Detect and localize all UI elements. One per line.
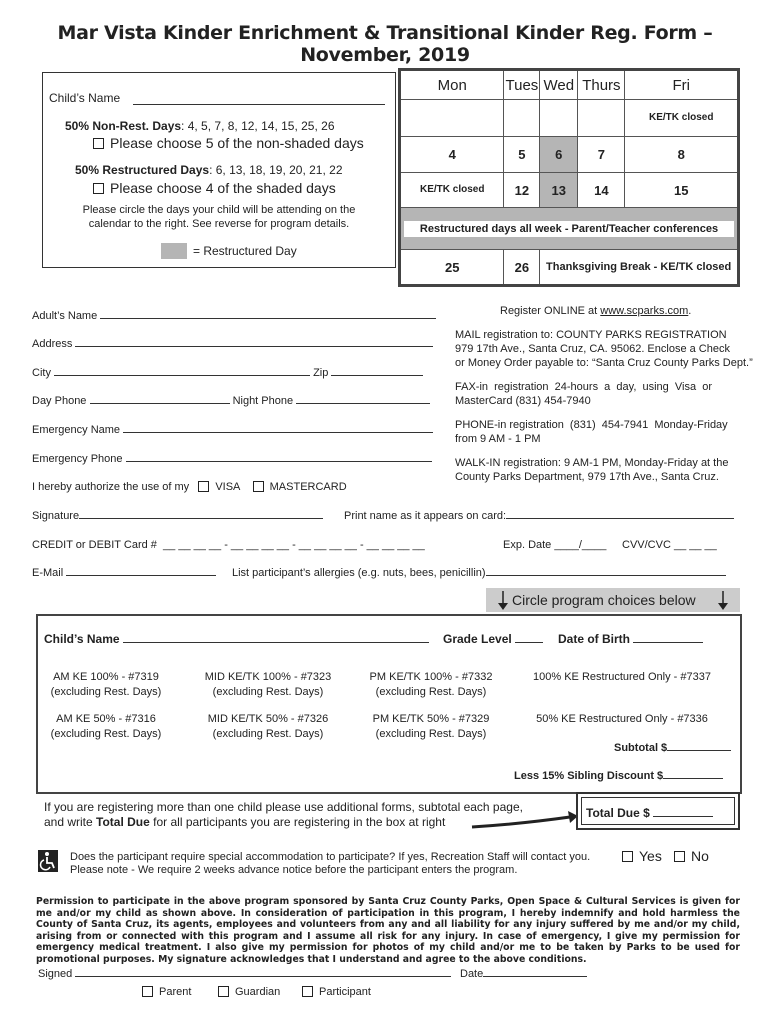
signature-field[interactable]: Signature [32,510,323,522]
cal-day-6[interactable]: 6 [540,137,578,173]
child-info-box [42,72,396,268]
cal-header-wed: Wed [540,70,578,100]
cal-day-8[interactable]: 8 [625,137,739,173]
print-name-field[interactable]: Print name as it appears on card: [344,510,734,522]
circle-program-banner: Circle program choices below [486,588,740,612]
phone-registration: PHONE-in registration (831) 454-7941 Monday-Friday from 9 AM - 1 PM [455,419,728,445]
cal-day-7[interactable]: 7 [578,137,625,173]
cvv-field[interactable]: CVV/CVC __ __ __ [622,539,717,551]
signed-field[interactable]: Signed [38,968,451,980]
sibling-discount-field[interactable]: Less 15% Sibling Discount $ [514,770,723,782]
restructured-checkbox[interactable] [93,183,104,194]
program-option[interactable]: AM KE 100% - #7319 (excluding Rest. Days) [50,671,162,698]
program-option[interactable]: 100% KE Restructured Only - #7337 [533,671,711,683]
restructured-legend-swatch [161,243,187,259]
non-rest-choice[interactable]: Please choose 5 of the non-shaded days [93,135,364,151]
cal-conference-week: Restructured days all week - Parent/Teacher conferences [400,208,739,250]
accommodation-no[interactable]: No [674,848,709,864]
night-phone-label: Night Phone [232,395,294,407]
restructured-days: 50% Restructured Days: 6, 13, 18, 19, 20, 21, 22 [75,163,343,177]
restructured-choice[interactable]: Please choose 4 of the shaded days [93,180,336,196]
total-due-box[interactable] [576,792,740,830]
cal-empty [504,100,540,137]
emergency-name-field[interactable]: Emergency Name [32,424,433,436]
total-due-label: Total Due $ [586,806,713,820]
guardian-option[interactable]: Guardian [218,986,280,998]
accommodation-question: Does the participant require special accommodation to participate? If yes, Recreation Staff will contact you. Please note - We require 2 weeks advance notice before the participant enters the program. [70,851,591,876]
emergency-phone-field[interactable]: Emergency Phone [32,453,432,465]
dob-field[interactable]: Date of Birth [558,632,703,646]
adults-name-field[interactable]: Adult’s Name [32,310,436,322]
cal-day-11-closed: KE/TK closed [400,173,504,208]
grade-level-field[interactable]: Grade Level [443,632,543,646]
childs-name-field[interactable] [133,104,385,105]
cal-day-26[interactable]: 26 [504,250,540,286]
program-option[interactable]: MID KE/TK 50% - #7326 (excluding Rest. Days) [207,713,329,740]
accommodation-yes[interactable]: Yes [622,848,662,864]
cal-header-fri: Fri [625,70,739,100]
card-number-field[interactable]: CREDIT or DEBIT Card # __ __ __ __ - __ __ __ __ - __ __ __ __ - __ __ __ __ [32,539,425,551]
cal-day-4[interactable]: 4 [400,137,504,173]
restructured-legend-label: = Restructured Day [193,244,297,258]
city-field[interactable]: City Zip [32,367,423,379]
cal-day-12[interactable]: 12 [504,173,540,208]
cal-day-25[interactable]: 25 [400,250,504,286]
cal-day-5[interactable]: 5 [504,137,540,173]
cal-header-mon: Mon [400,70,504,100]
cal-empty [400,100,504,137]
parent-option[interactable]: Parent [142,986,191,998]
zip-label: Zip [313,367,329,379]
register-online: Register ONLINE at www.scparks.com. [500,305,692,317]
wheelchair-icon [38,850,58,872]
cal-header-thurs: Thurs [578,70,625,100]
program-childs-name[interactable]: Child’s Name [44,632,429,646]
down-arrow-icon [718,591,728,610]
address-field[interactable]: Address [32,338,433,350]
mastercard-checkbox[interactable] [253,481,264,492]
program-option[interactable]: PM KE/TK 100% - #7332 (excluding Rest. Days) [369,671,493,698]
fax-registration: FAX-in registration 24-hours a day, using Visa or MasterCard (831) 454-7940 [455,381,712,407]
childs-name-label: Child’s Name [49,91,121,105]
subtotal-field[interactable]: Subtotal $ [614,742,731,754]
email-field[interactable]: E-Mail [32,567,216,579]
cal-day-1-closed: KE/TK closed [625,100,739,137]
multi-child-note: If you are registering more than one child please use additional forms, subtotal each page, and write Total Due for all participants you are registering in the box at right [44,800,523,829]
arrow-right-icon [470,808,580,830]
date-field[interactable]: Date [460,968,587,980]
exp-date-field[interactable]: Exp. Date ____/____ [503,539,607,551]
cal-day-14[interactable]: 14 [578,173,625,208]
down-arrow-icon [498,591,508,610]
card-authorize: I hereby authorize the use of my VISA MASTERCARD [32,481,347,493]
non-rest-days: 50% Non-Rest. Days: 4, 5, 7, 8, 12, 14, 15, 25, 26 [65,119,335,133]
cal-thanksgiving: Thanksgiving Break - KE/TK closed [540,250,739,286]
phone-fields[interactable]: Day Phone Night Phone [32,395,430,407]
program-choices-box [36,614,742,794]
walkin-registration: WALK-IN registration: 9 AM-1 PM, Monday-Friday at the County Parks Department, 979 17th Ave., Santa Cruz. [455,457,729,483]
allergies-field[interactable]: List participant’s allergies (e.g. nuts, bees, penicillin) [232,567,726,579]
permission-waiver-text: Permission to participate in the above program sponsored by Santa Cruz County Parks, Open Space & Cultural Services is given for me and/or my child as shown above. In consideration of participation in this program, I hereby indemnify and hold harmless the County of Santa Cruz, its agents, employees and volunteers from any and all liability for any injury suffered by me and/or my child, arising from or connected with this program and I assume all risk for any injury. In case of emergency, I give my permission for emergency medical treatment. I also give my permission for photos of my child and/or me to be taken by Parks to be used for promotional purposes. My signature acknowledges that I understand and agree to the above conditions. [36,896,740,965]
program-option[interactable]: PM KE/TK 50% - #7329 (excluding Rest. Days) [372,713,490,740]
mail-registration: MAIL registration to: COUNTY PARKS REGISTRATION 979 17th Ave., Santa Cruz, CA. 95062. Enclose a Check or Money Order payable to: “Santa Cruz County Parks Dept.” [455,329,753,369]
card-number-mask: __ __ __ __ - __ __ __ __ - __ __ __ __ - __ __ __ __ [163,539,425,551]
cal-day-13[interactable]: 13 [540,173,578,208]
cal-header-tues: Tues [504,70,540,100]
program-option[interactable]: MID KE/TK 100% - #7323 (excluding Rest. Days) [204,671,332,698]
instructions-1: Please circle the days your child will be attending on the [82,204,356,216]
cal-day-15[interactable]: 15 [625,173,739,208]
scparks-link[interactable]: www.scparks.com [600,305,689,317]
cal-empty [578,100,625,137]
visa-checkbox[interactable] [198,481,209,492]
participant-option[interactable]: Participant [302,986,371,998]
page-title: Mar Vista Kinder Enrichment & Transitional Kinder Reg. Form – November, 2019 [57,22,713,66]
november-calendar [398,68,740,287]
program-option[interactable]: AM KE 50% - #7316 (excluding Rest. Days) [50,713,162,740]
program-option[interactable]: 50% KE Restructured Only - #7336 [536,713,708,725]
non-rest-checkbox[interactable] [93,138,104,149]
cal-empty [540,100,578,137]
instructions-2: calendar to the right. See reverse for program details. [88,218,350,230]
